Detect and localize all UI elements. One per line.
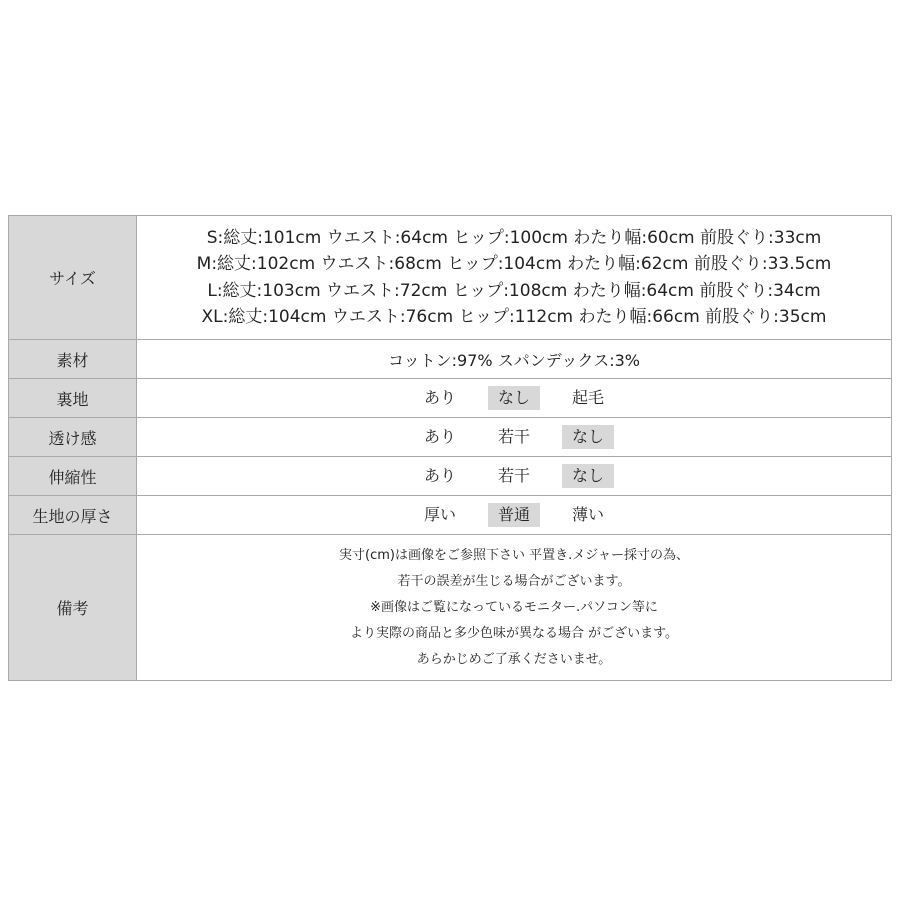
size-line-xl: XL:総丈:104cm ウエスト:76cm ヒップ:112cm わたり幅:66cm 前股ぐり:35cm bbox=[201, 307, 827, 327]
lining-option-1: あり bbox=[423, 388, 456, 407]
thickness-row bbox=[9, 496, 892, 535]
stretch-option-1: あり bbox=[423, 466, 456, 485]
stretch-row bbox=[9, 457, 892, 496]
lining-option-3: 起毛 bbox=[572, 388, 605, 407]
thickness-label: 生地の厚さ bbox=[9, 496, 137, 535]
size-row bbox=[9, 216, 892, 340]
material-label: 素材 bbox=[9, 340, 137, 379]
lining-option-2: なし bbox=[488, 386, 540, 410]
stretch-option-2: 若干 bbox=[497, 466, 530, 485]
notes-line-4: より実際の商品と多少色味が異なる場合 がございます。 bbox=[349, 625, 679, 641]
stretch-options-cell bbox=[137, 457, 892, 496]
thickness-option-3: 薄い bbox=[572, 505, 605, 524]
notes-line-1: 実寸(cm)は画像をご参照下さい 平置き.メジャー採寸の為、 bbox=[339, 547, 689, 563]
thickness-option-1: 厚い bbox=[423, 505, 456, 524]
thickness-options bbox=[137, 503, 891, 527]
lining-options bbox=[137, 386, 891, 410]
stretch-label: 伸縮性 bbox=[9, 457, 137, 496]
sheerness-label: 透け感 bbox=[9, 418, 137, 457]
notes-cell bbox=[137, 535, 892, 681]
thickness-option-2: 普通 bbox=[488, 503, 540, 527]
notes-line-5: あらかじめご了承くださいませ。 bbox=[416, 651, 612, 667]
size-line-m: M:総丈:102cm ウエスト:68cm ヒップ:104cm わたり幅:62cm 前股ぐり:33.5cm bbox=[196, 254, 832, 274]
sheerness-option-2: 若干 bbox=[497, 427, 530, 446]
product-spec-table bbox=[8, 215, 892, 681]
sheerness-options-cell bbox=[137, 418, 892, 457]
size-line-l: L:総丈:103cm ウエスト:72cm ヒップ:108cm わたり幅:64cm 前股ぐり:34cm bbox=[207, 280, 821, 301]
lining-options-cell bbox=[137, 379, 892, 418]
material-row bbox=[9, 340, 892, 379]
lining-row bbox=[9, 379, 892, 418]
notes-row bbox=[9, 535, 892, 681]
stretch-options bbox=[137, 464, 891, 488]
size-values bbox=[137, 216, 892, 340]
size-line-s: S:総丈:101cm ウエスト:64cm ヒップ:100cm わたり幅:60cm 前股ぐり:33cm bbox=[206, 227, 822, 248]
sheerness-option-3: なし bbox=[562, 425, 614, 449]
material-value-cell bbox=[137, 340, 892, 379]
sheerness-row bbox=[9, 418, 892, 457]
material-value: コットン:97% スパンデックス:3% bbox=[387, 350, 640, 370]
notes-label: 備考 bbox=[9, 535, 137, 681]
thickness-options-cell bbox=[137, 496, 892, 535]
notes-line-3: ※画像はご覧になっているモニター.パソコン等に bbox=[370, 599, 658, 615]
sheerness-option-1: あり bbox=[423, 427, 456, 446]
notes-line-2: 若干の誤差が生じる場合がございます。 bbox=[397, 573, 631, 589]
stretch-option-3: なし bbox=[562, 464, 614, 488]
size-label: サイズ bbox=[9, 216, 137, 340]
sheerness-options bbox=[137, 425, 891, 449]
lining-label: 裏地 bbox=[9, 379, 137, 418]
